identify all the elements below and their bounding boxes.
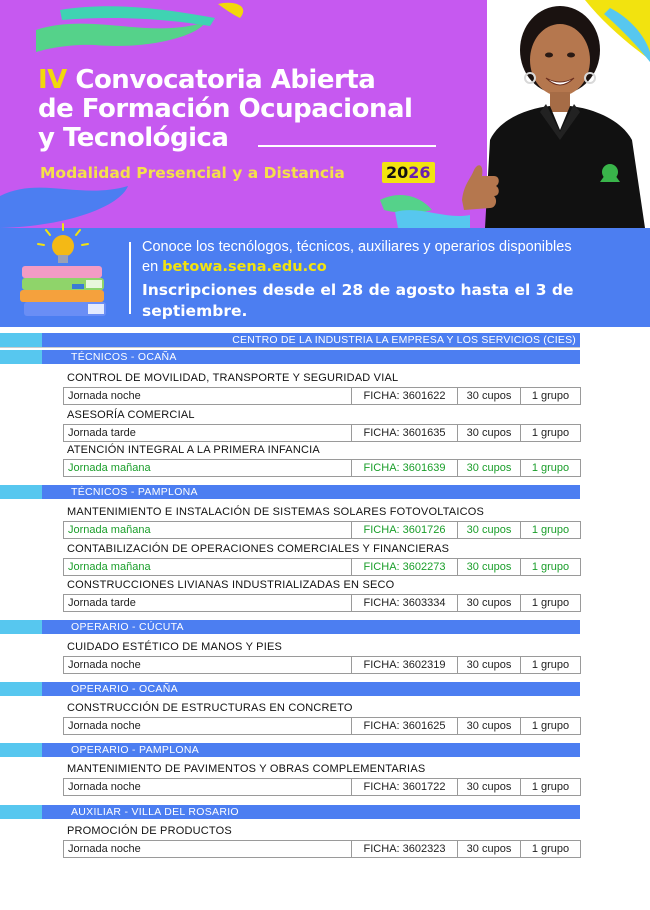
title-roman: IV — [38, 65, 67, 95]
grupo-cell: 1 grupo — [531, 524, 570, 536]
ficha-cell: FICHA: 3602273 — [352, 559, 458, 575]
jornada-cell: Jornada mañana — [64, 522, 352, 538]
section-header — [0, 620, 580, 634]
section-label: OPERARIO - OCAÑA — [71, 683, 178, 695]
program-row — [63, 656, 581, 674]
cupos-cell: 30 cupos — [458, 388, 521, 404]
ficha-cell: FICHA: 3603334 — [352, 595, 458, 611]
banner-intro: Conoce los tecnólogos, técnicos, auxiliares y operarios disponibles — [142, 239, 572, 255]
ficha-cell: FICHA: 3602319 — [352, 657, 458, 673]
program-name: PROMOCIÓN DE PRODUCTOS — [67, 825, 232, 837]
student-photo — [460, 0, 650, 228]
banner-prefix: en — [142, 259, 163, 275]
program-row — [63, 387, 581, 405]
program-name: CONTROL DE MOVILIDAD, TRANSPORTE Y SEGURIDAD VIAL — [67, 372, 399, 384]
program-name: MANTENIMIENTO DE PAVIMENTOS Y OBRAS COMPLEMENTARIAS — [67, 763, 426, 775]
year-part-a: 20 — [386, 163, 409, 182]
jornada-cell: Jornada noche — [64, 779, 352, 795]
grupo-cell: 1 grupo — [531, 597, 570, 609]
jornada-cell: Jornada tarde — [64, 595, 352, 611]
program-row — [63, 840, 581, 858]
ficha-cell: FICHA: 3601635 — [352, 425, 458, 441]
modality-subtitle: Modalidad Presencial y a Distancia — [40, 164, 345, 182]
jornada-cell: Jornada tarde — [64, 425, 352, 441]
section-label: OPERARIO - CÚCUTA — [71, 621, 184, 633]
section-header — [0, 485, 580, 499]
program-name: ASESORÍA COMERCIAL — [67, 409, 195, 421]
grupo-cell: 1 grupo — [531, 462, 570, 474]
banner-website-line — [142, 259, 327, 275]
grupo-cell: 1 grupo — [531, 720, 570, 732]
program-row — [63, 558, 581, 576]
jornada-cell: Jornada noche — [64, 388, 352, 404]
banner-divider — [129, 242, 131, 314]
title-line-1: Convocatoria Abierta — [75, 65, 376, 95]
cupos-cell: 30 cupos — [458, 718, 521, 734]
cupos-cell: 30 cupos — [458, 559, 521, 575]
section-accent — [0, 485, 42, 499]
books-lightbulb-icon — [16, 222, 111, 327]
section-label: TÉCNICOS - OCAÑA — [71, 351, 177, 363]
ficha-cell: FICHA: 3601722 — [352, 779, 458, 795]
section-accent — [0, 805, 42, 819]
cupos-cell: 30 cupos — [458, 522, 521, 538]
ficha-cell: FICHA: 3601726 — [352, 522, 458, 538]
ficha-cell: FICHA: 3602323 — [352, 841, 458, 857]
grupo-cell: 1 grupo — [531, 781, 570, 793]
title-underline — [258, 145, 436, 147]
center-name: CENTRO DE LA INDUSTRIA LA EMPRESA Y LOS SERVICIOS (CIES) — [232, 334, 576, 346]
ficha-cell: FICHA: 3601622 — [352, 388, 458, 404]
jornada-cell: Jornada mañana — [64, 559, 352, 575]
program-row — [63, 521, 581, 539]
program-row — [63, 424, 581, 442]
center-divider — [0, 347, 580, 348]
cupos-cell: 30 cupos — [458, 595, 521, 611]
section-accent — [0, 682, 42, 696]
year-part-b: 26 — [408, 163, 431, 182]
ficha-cell: FICHA: 3601625 — [352, 718, 458, 734]
grupo-cell: 1 grupo — [531, 659, 570, 671]
program-row — [63, 717, 581, 735]
cupos-cell: 30 cupos — [458, 779, 521, 795]
jornada-cell: Jornada noche — [64, 657, 352, 673]
section-accent — [0, 620, 42, 634]
program-name: ATENCIÓN INTEGRAL A LA PRIMERA INFANCIA — [67, 444, 320, 456]
cupos-cell: 30 cupos — [458, 657, 521, 673]
cupos-cell: 30 cupos — [458, 460, 521, 476]
program-name: CUIDADO ESTÉTICO DE MANOS Y PIES — [67, 641, 283, 653]
grupo-cell: 1 grupo — [531, 843, 570, 855]
title-line-3: y Tecnológica — [38, 123, 229, 153]
year-badge — [382, 162, 435, 183]
website-link[interactable]: betowa.sena.edu.co — [162, 259, 327, 275]
program-row — [63, 778, 581, 796]
page-title — [38, 66, 412, 153]
section-accent — [0, 350, 42, 364]
section-label: OPERARIO - PAMPLONA — [71, 744, 200, 756]
program-name: CONSTRUCCIÓN DE ESTRUCTURAS EN CONCRETO — [67, 702, 353, 714]
section-header — [0, 743, 580, 757]
cupos-cell: 30 cupos — [458, 841, 521, 857]
section-label: TÉCNICOS - PAMPLONA — [71, 486, 198, 498]
jornada-cell: Jornada noche — [64, 718, 352, 734]
section-label: AUXILIAR - VILLA DEL ROSARIO — [71, 806, 239, 818]
grupo-cell: 1 grupo — [531, 390, 570, 402]
center-header — [0, 333, 580, 347]
jornada-cell: Jornada noche — [64, 841, 352, 857]
ficha-cell: FICHA: 3601639 — [352, 460, 458, 476]
registration-dates: Inscripciones desde el 28 de agosto hasta el 3 de septiembre. — [142, 281, 574, 320]
grupo-cell: 1 grupo — [531, 427, 570, 439]
section-header — [0, 805, 580, 819]
hero-header — [0, 0, 650, 228]
section-header — [0, 682, 580, 696]
cupos-cell: 30 cupos — [458, 425, 521, 441]
program-row — [63, 459, 581, 477]
center-header-accent — [0, 333, 42, 347]
program-name: CONSTRUCCIONES LIVIANAS INDUSTRIALIZADAS EN SECO — [67, 579, 395, 591]
grupo-cell: 1 grupo — [531, 561, 570, 573]
section-header — [0, 350, 580, 364]
jornada-cell: Jornada mañana — [64, 460, 352, 476]
program-name: MANTENIMIENTO E INSTALACIÓN DE SISTEMAS SOLARES FOTOVOLTAICOS — [67, 506, 485, 518]
program-name: CONTABILIZACIÓN DE OPERACIONES COMERCIALES Y FINANCIERAS — [67, 543, 450, 555]
program-row — [63, 594, 581, 612]
title-line-2: de Formación Ocupacional — [38, 94, 413, 124]
section-accent — [0, 743, 42, 757]
